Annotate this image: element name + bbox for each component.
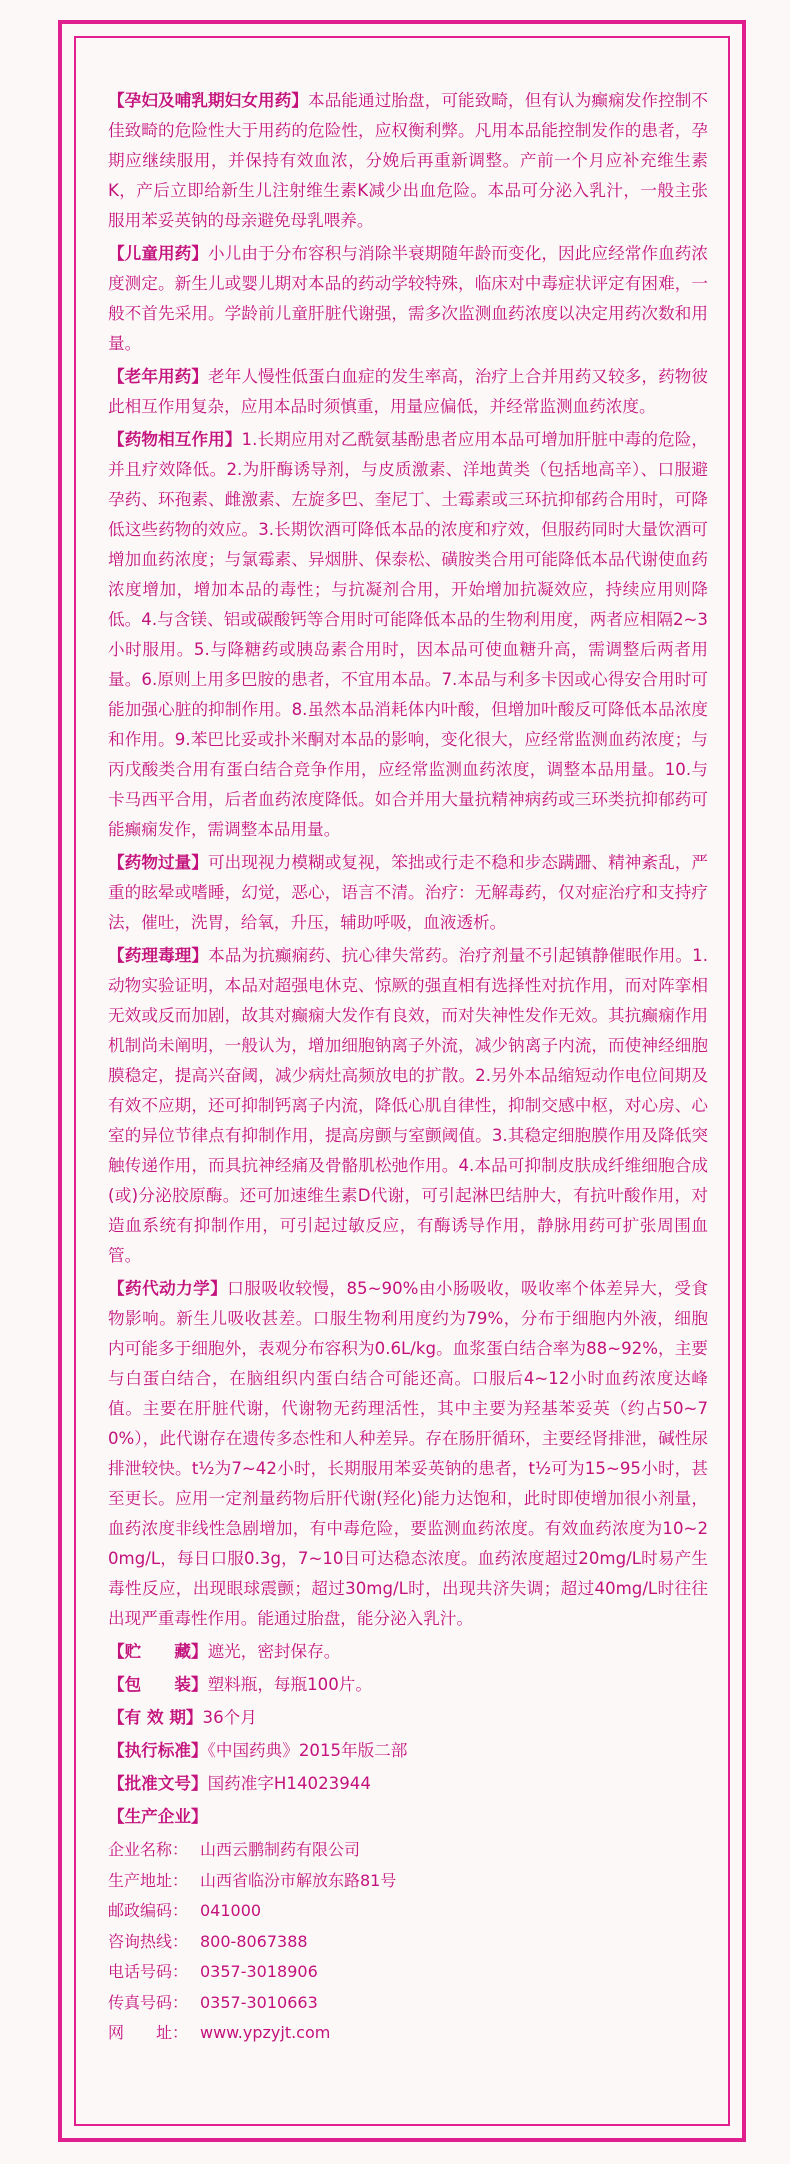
field-expiry [108, 1703, 708, 1733]
field-heading: 【执行标准】 [108, 1741, 208, 1760]
field-value: 国药准字H14023944 [207, 1774, 371, 1793]
company-value: 800-8067388 [200, 1931, 308, 1951]
section-text: 1.长期应用对乙酰氨基酚患者应用本品可增加肝脏中毒的危险，并且疗效降低。2.为肝酶诱导剂，与皮质激素、洋地黄类（包括地高辛）、口服避孕药、环孢素、雌激素、左旋多巴、奎尼丁、土霉素或三环抗抑郁药合用时，可降低这些药物的效应。3.长期饮酒可降低本品的浓度和疗效，但服药同时大量饮酒可增加血药浓度；与氯霉素、异烟肼、保泰松、磺胺类合用可能降低本品代谢使血药浓度增加，增加本品的毒性；与抗凝剂合用，开始增加抗凝效应，持续应用则降低。4.与含镁、铝或碳酸钙等合用时可能降低本品的生物利用度，两者应相隔2~3小时服用。5.与降糖药或胰岛素合用时，因本品可使血糖升高，需调整后两者用量。6.原则上用多巴胺的患者，不宜用本品。7.本品与利多卡因或心得安合用时可能加强心脏的抑制作用。8.虽然本品消耗体内叶酸，但增加叶酸反可降低本品浓度和作用。9.苯巴比妥或扑米酮对本品的影响，变化很大，应经常监测血药浓度；与丙戊酸类合用有蛋白结合竞争作用，应经常监测血药浓度，调整本品用量。10.与卡马西平合用，后者血药浓度降低。如合并用大量抗精神病药或三环类抗抑郁药可能癫痫发作，需调整本品用量。 [108, 430, 708, 839]
company-label: 电话号码： [108, 1962, 189, 1981]
field-package [108, 1670, 708, 1700]
section-pharmacology [108, 941, 708, 1271]
company-label: 生产地址： [108, 1870, 189, 1890]
section-text: 口服吸收较慢，85~90%由小肠吸收，吸收率个体差异大，受食物影响。新生儿吸收甚差。口服生物利用度约为79%，分布于细胞内外液，细胞内可能多于细胞外，表观分布容积为0.6L/kg。血浆蛋白结合率为88~92%，主要与白蛋白结合，在脑组织内蛋白结合可能还高。口服后4~12小时血药浓度达峰值。主要在肝脏代谢，代谢物无药理活性，其中主要为羟基苯妥英（约占50~70%），此代谢存在遗传多态性和人种差异。存在肠肝循环，主要经肾排泄，碱性尿排泄较快。t½为7~42小时，长期服用苯妥英钠的患者，t½可为15~95小时，甚至更长。应用一定剂量药物后肝代谢(羟化)能力达饱和，此时即使增加很小剂量，血药浓度非线性急剧增加，有中毒危险，要监测血药浓度。有效血药浓度为10~20mg/L，每日口服0.3g，7~10日可达稳态浓度。血药浓度超过20mg/L时易产生毒性反应，出现眼球震颤；超过30mg/L时，出现共济失调；超过40mg/L时往往出现严重毒性作用。能通过胎盘，能分泌入乳汁。 [108, 1279, 708, 1628]
section-elderly [108, 362, 708, 422]
company-value: 0357-3010663 [200, 1992, 318, 2012]
section-text: 本品能通过胎盘，可能致畸，但有认为癫痫发作控制不佳致畸的危险性大于用药的危险性，应权衡利弊。凡用本品能控制发作的患者，孕期应继续服用，并保持有效血浓，分娩后再重新调整。产前一个月应补充维生素K，产后立即给新生儿注射维生素K减少出血危险。本品可分泌入乳汁，一般主张服用苯妥英钠的母亲避免母乳喂养。 [108, 91, 708, 230]
section-children [108, 239, 708, 359]
company-value: 山西省临汾市解放东路81号 [200, 1870, 397, 1890]
section-text: 老年人慢性低蛋白血症的发生率高，治疗上合并用药又较多，药物彼此相互作用复杂，应用本品时须慎重，用量应偏低，并经常监测血药浓度。 [108, 367, 708, 416]
leaflet-content [108, 86, 708, 2116]
field-storage [108, 1637, 708, 1667]
company-name-row [108, 1835, 708, 1866]
company-label: 企业名称： [108, 1840, 189, 1859]
company-label: 网 址： [108, 2023, 189, 2042]
field-value: 塑料瓶，每瓶100片。 [207, 1675, 372, 1694]
company-phone-row [108, 1957, 708, 1988]
company-label: 传真号码： [108, 1992, 189, 2012]
field-heading: 【生产企业】 [108, 1807, 208, 1826]
field-manufacturer [108, 1802, 708, 1832]
section-heading: 【药物相互作用】 [108, 430, 242, 449]
company-address-row [108, 1866, 708, 1897]
company-website-link[interactable]: www.ypzyjt.com [200, 2023, 331, 2042]
field-value: 《中国药典》2015年版二部 [207, 1741, 408, 1760]
field-approval [108, 1769, 708, 1799]
field-value: 36个月 [202, 1708, 257, 1727]
company-fax-row [108, 1988, 708, 2019]
company-label: 咨询热线： [108, 1931, 189, 1951]
field-standard [108, 1736, 708, 1766]
section-pregnancy [108, 86, 708, 236]
company-value: 0357-3018906 [200, 1962, 318, 1981]
field-value: 遮光，密封保存。 [207, 1642, 341, 1661]
company-label: 邮政编码： [108, 1901, 189, 1920]
section-heading: 【孕妇及哺乳期妇女用药】 [108, 91, 309, 110]
section-overdose [108, 848, 708, 938]
section-heading: 【药物过量】 [108, 853, 209, 872]
section-heading: 【老年用药】 [108, 367, 209, 386]
section-pharmacokinetics [108, 1274, 708, 1634]
section-heading: 【药理毒理】 [108, 946, 209, 965]
section-text: 本品为抗癫痫药、抗心律失常药。治疗剂量不引起镇静催眠作用。1.动物实验证明，本品对超强电休克、惊厥的强直相有选择性对抗作用，而对阵挛相无效或反而加剧，故其对癫痫大发作有良效，而对失神性发作无效。其抗癫痫作用机制尚未阐明，一般认为，增加细胞钠离子外流，减少钠离子内流，而使神经细胞膜稳定，提高兴奋阈，减少病灶高频放电的扩散。2.另外本品缩短动作电位间期及有效不应期，还可抑制钙离子内流，降低心肌自律性，抑制交感中枢，对心房、心室的异位节律点有抑制作用，提高房颤与室颤阈值。3.其稳定细胞膜作用及降低突触传递作用，而具抗神经痛及骨骼肌松弛作用。4.本品可抑制皮肤成纤维细胞合成(或)分泌胶原酶。还可加速维生素D代谢，可引起淋巴结肿大，有抗叶酸作用，对造血系统有抑制作用，可引起过敏反应，有酶诱导作用，静脉用药可扩张周围血管。 [108, 946, 708, 1265]
field-heading: 【贮 藏】 [108, 1642, 208, 1661]
field-heading: 【包 装】 [108, 1675, 208, 1694]
section-heading: 【药代动力学】 [108, 1279, 228, 1298]
company-website-row [108, 2018, 708, 2049]
field-heading: 【批准文号】 [108, 1774, 208, 1793]
section-text: 可出现视力模糊或复视，笨拙或行走不稳和步态蹒跚、精神紊乱，严重的眩晕或嗜睡，幻觉，恶心，语言不清。治疗：无解毒药，仅对症治疗和支持疗法，催吐，洗胃，给氧，升压，辅助呼吸，血液透析。 [108, 853, 708, 932]
company-value: 041000 [200, 1901, 262, 1920]
section-text: 小儿由于分布容积与消除半衰期随年龄而变化，因此应经常作血药浓度测定。新生儿或婴儿期对本品的药动学较特殊，临床对中毒症状评定有困难，一般不首先采用。学龄前儿童肝脏代谢强，需多次监测血药浓度以决定用药次数和用量。 [108, 244, 708, 353]
section-interactions [108, 425, 708, 845]
section-heading: 【儿童用药】 [108, 244, 209, 263]
company-hotline-row [108, 1927, 708, 1958]
field-heading: 【有 效 期】 [108, 1708, 203, 1727]
company-postcode-row [108, 1896, 708, 1927]
company-value: 山西云鹏制药有限公司 [200, 1840, 361, 1859]
